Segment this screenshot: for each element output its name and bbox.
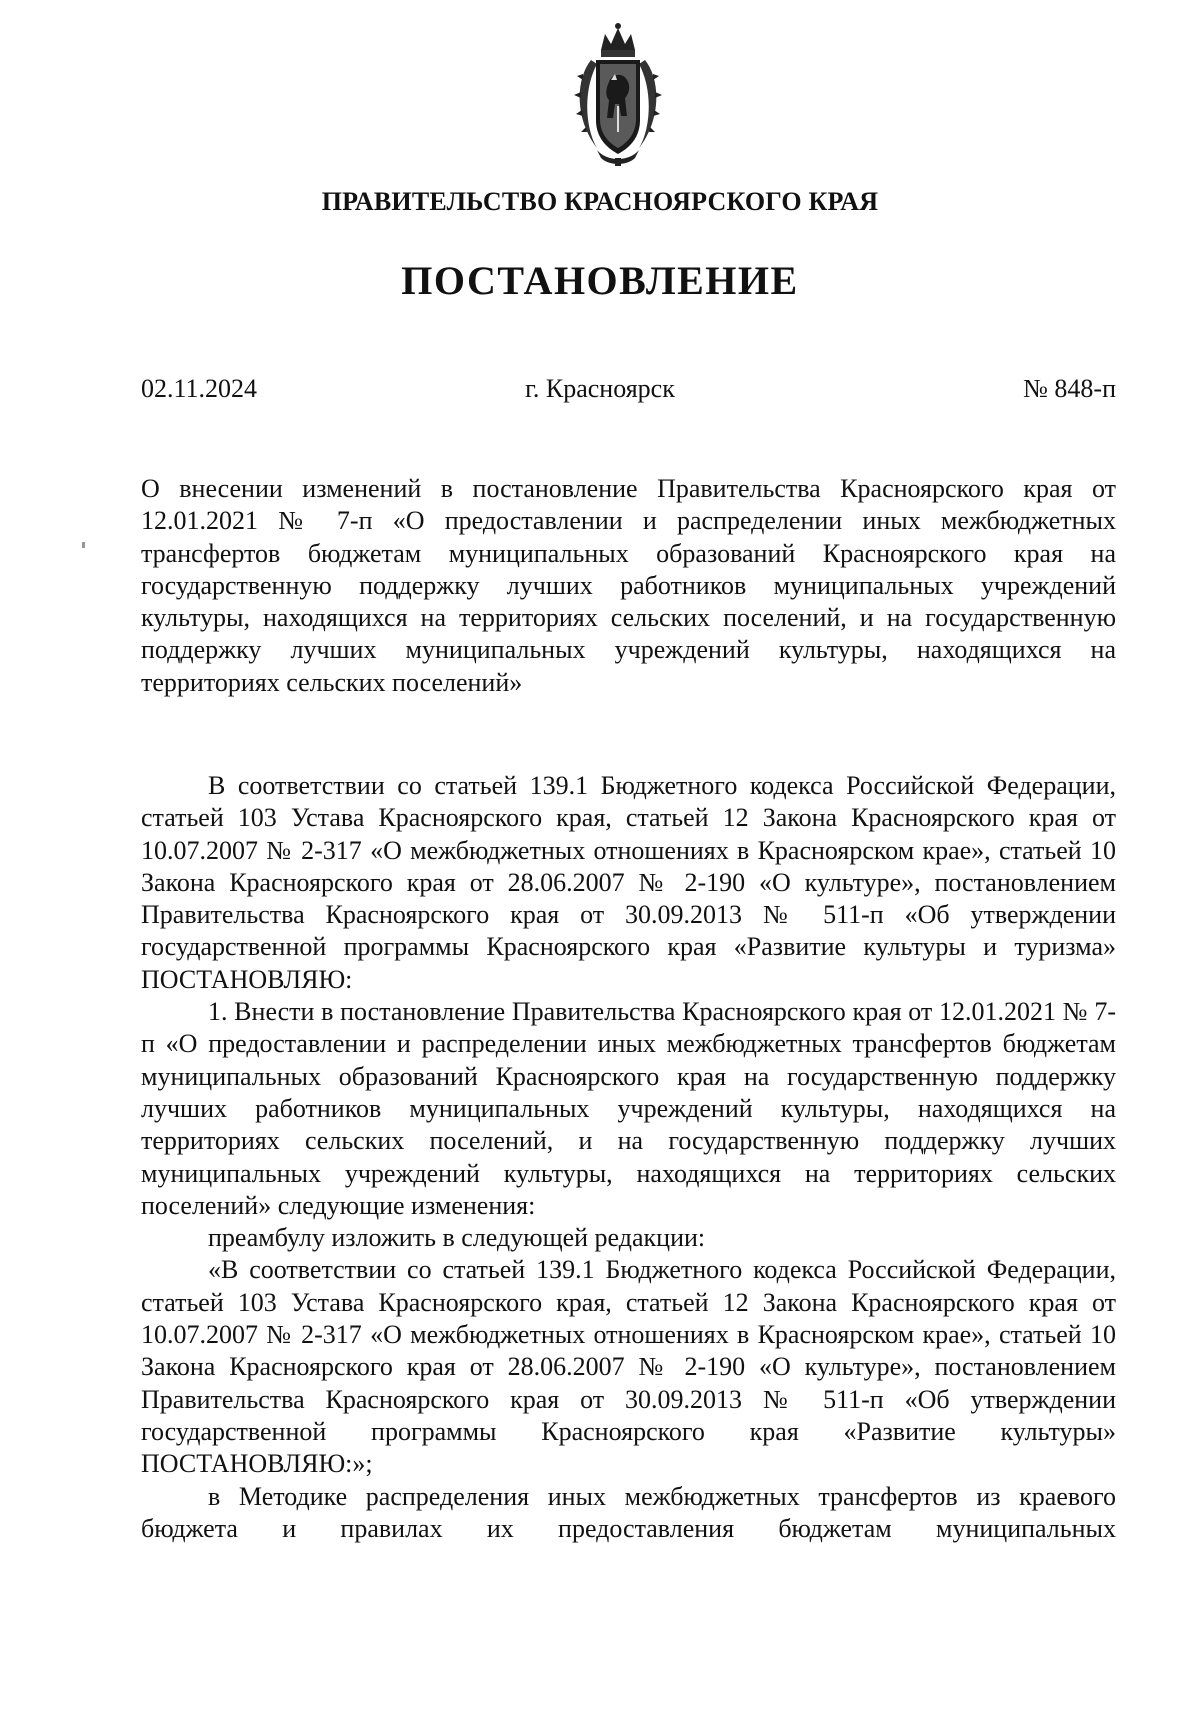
- document-body: [141, 770, 1116, 1545]
- document-city: г. Красноярск: [525, 374, 675, 403]
- document-type-heading: ПОСТАНОВЛЕНИЕ: [401, 258, 799, 303]
- document-subject: О внесении изменений в постановление Правительства Красноярского края от 12.01.2021 № 7-п «О предоставлении и распределении иных межбюджетных трансфертов бюджетам муниципальных образований Красноярского края на государственную поддержку лучших работников муниципальных учреждений культуры, находящихся на территориях сельских поселений, и на государственную поддержку лучших муниципальных учреждений культуры, находящихся на территориях сельских поселений»: [141, 474, 1116, 697]
- document-number: № 848-п: [1023, 374, 1116, 403]
- scan-artifact: [82, 542, 85, 548]
- body-paragraph: «В соответствии со статьей 139.1 Бюджетного кодекса Российской Федерации, статьей 103 Устава Красноярского края, статьей 12 Закона Красноярского края от 10.07.2007 № 2-317 «О межбюджетных отношениях в Красноярском крае», статьей 10 Закона Красноярского края от 28.06.2007 № 2-190 «О культуре», постановлением Правительства Красноярского края от 30.09.2013 № 511-п «Об утверждении государственной программы Красноярского края «Развитие культуры» ПОСТАНОВЛЯЮ:»;: [141, 1255, 1116, 1479]
- body-paragraph: в Методике распределения иных межбюджетных трансфертов из краевого бюджета и правилах их предоставления бюджетам муниципальных: [141, 1481, 1116, 1543]
- document-date: 02.11.2024: [141, 374, 258, 403]
- body-paragraph: преамбулу изложить в следующей редакции:: [208, 1223, 706, 1253]
- body-paragraph: 1. Внести в постановление Правительства Красноярского края от 12.01.2021 № 7-п «О предоставлении и распределении иных межбюджетных трансфертов бюджетам муниципальных образований Красноярского края на государственную поддержку лучших работников муниципальных учреждений культуры, находящихся на территориях сельских поселений, и на государственную поддержку лучших муниципальных учреждений культуры, находящихся на территориях сельских поселений» следующие изменения:: [141, 997, 1116, 1220]
- body-paragraph: В соответствии со статьей 139.1 Бюджетного кодекса Российской Федерации, статьей 103 Устава Красноярского края, статьей 12 Закона Красноярского края от 10.07.2007 № 2-317 «О межбюджетных отношениях в Красноярском крае», статьей 10 Закона Красноярского края от 28.06.2007 № 2-190 «О культуре», постановлением Правительства Красноярского края от 30.09.2013 № 511-п «Об утверждении государственной программы Красноярского края «Развитие культуры и туризма» ПОСТАНОВЛЯЮ:: [141, 771, 1116, 994]
- krasnoyarsk-coat-of-arms-icon: [571, 20, 665, 168]
- issuing-authority: ПРАВИТЕЛЬСТВО КРАСНОЯРСКОГО КРАЯ: [321, 187, 879, 216]
